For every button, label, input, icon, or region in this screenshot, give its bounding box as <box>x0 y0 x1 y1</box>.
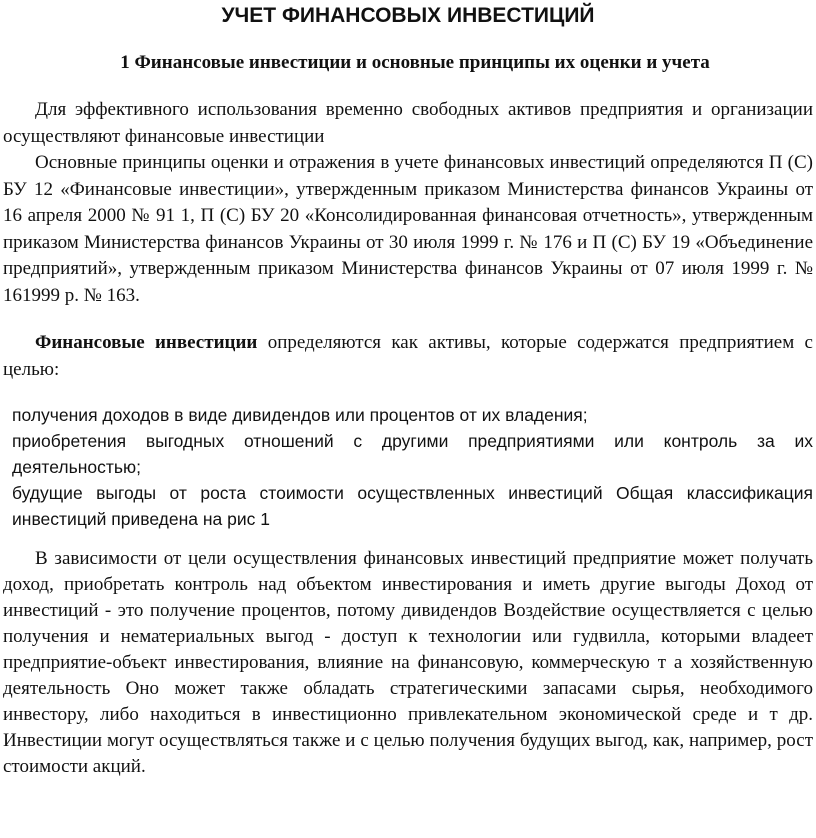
definition-text: определяются как активы, которые содержатся предприятием с целью: <box>3 332 813 380</box>
document-title: УЧЕТ ФИНАНСОВЫХ ИНВЕСТИЦИЙ <box>221 4 595 27</box>
definition-term: Финансовые инвестиции <box>35 332 258 353</box>
purpose-list <box>12 402 813 532</box>
section-heading: 1 Финансовые инвестиции и основные принципы их оценки и учета <box>120 52 710 73</box>
paragraph-intro: Для эффективного использования временно свободных активов предприятия и организации осуществляют финансовые инвестиции <box>3 99 813 147</box>
paragraph-investment-goals: В зависимости от цели осуществления финансовых инвестиций предприятие может получать доход, приобретать контроль над объектом инвестирования и иметь другие выгоды Доход от инвестиций - это получение процентов, потому дивидендов Воздействие осуществляется с целью получения и нематериальных выгод - доступ к технологии или гудвилла, которыми владеет предприятие-объект инвестирования, влияние на финансовую, коммерческую т а хозяйственную деятельность Оно может также обладать стратегическими запасами сырья, необходимого инвестору, либо находиться в инвестиционно привлекательном экономической среде и т др. Инвестиции могут осуществляться также и с целью получения будущих выгод, как, например, рост стоимости акций. <box>3 548 813 777</box>
list-item: будущие выгоды от роста стоимости осуществленных инвестиций Общая классификация инвестиций приведена на рис 1 <box>12 483 813 529</box>
list-item: приобретения выгодных отношений с другими предприятиями или контроль за их деятельностью; <box>12 431 813 477</box>
paragraph-definition <box>3 330 813 383</box>
list-item: получения доходов в виде дивидендов или процентов от их владения; <box>12 405 588 425</box>
paragraph-principles: Основные принципы оценки и отражения в учете финансовых инвестиций определяются П (С) БУ 12 «Финансовые инвестиции», утвержденным приказом Министерства финансов Украины от 16 апреля 2000 № 91 1, П (С) БУ 20 «Консолидированная финансовая отчетность», утвержденным приказом Министерства финансов Украины от 30 июля 1999 г. № 176 и П (С) БУ 19 «Объединение предприятий», утвержденным приказом Министерства финансов Украины от 07 июля 1999 г. № 161999 р. № 163. <box>3 152 813 306</box>
